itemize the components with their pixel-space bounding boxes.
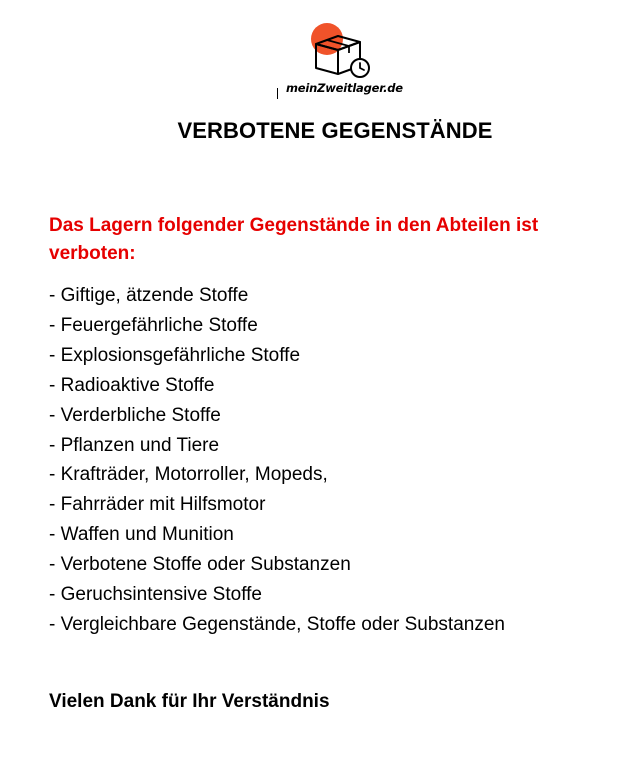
- list-item: - Verderbliche Stoffe: [49, 404, 221, 426]
- page-title: VERBOTENE GEGENSTÄNDE: [177, 118, 493, 143]
- list-item: - Pflanzen und Tiere: [49, 434, 220, 456]
- list-item: - Vergleichbare Gegenstände, Stoffe oder Substanzen: [49, 613, 505, 635]
- box-clock-icon: [310, 22, 372, 80]
- intro-text: Das Lagern folgender Gegenstände in den Abteilen ist verboten:: [49, 215, 539, 264]
- text-cursor-mark: [277, 88, 278, 99]
- list-item: - Geruchsintensive Stoffe: [49, 584, 262, 606]
- list-item: - Feuergefährliche Stoffe: [49, 314, 258, 336]
- closing-text: Vielen Dank für Ihr Verständnis: [49, 691, 330, 712]
- logo-wordmark: meinZweitlager.de: [286, 81, 403, 95]
- list-item: - Krafträder, Motorroller, Mopeds,: [49, 464, 328, 486]
- list-item: - Verbotene Stoffe oder Substanzen: [49, 554, 351, 576]
- list-item: - Giftige, ätzende Stoffe: [49, 285, 249, 306]
- list-item: - Explosionsgefährliche Stoffe: [49, 344, 301, 366]
- prohibited-items-list: [49, 281, 505, 640]
- list-item: - Radioaktive Stoffe: [49, 374, 215, 396]
- list-item: - Waffen und Munition: [49, 524, 234, 546]
- company-logo: [276, 22, 406, 102]
- list-item: - Fahrräder mit Hilfsmotor: [49, 494, 266, 516]
